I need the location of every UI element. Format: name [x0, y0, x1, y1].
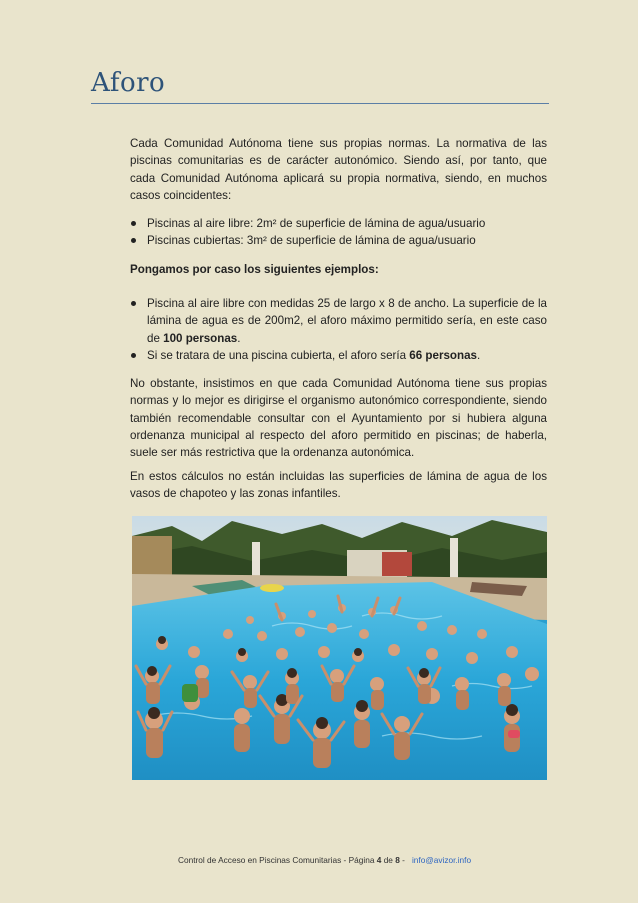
list-item — [130, 215, 547, 232]
footer-email-link[interactable]: info@avizor.info — [411, 855, 472, 865]
example-1-end: . — [237, 331, 241, 345]
rule-indoor: Piscinas cubiertas: 3m² de superficie de lámina de agua/usuario — [147, 234, 476, 248]
example-1-text: Piscina al aire libre con medidas 25 de largo x 8 de ancho. La superficie de la lámina de agua es de 200m2, el aforo máximo permitido sería, en este caso de — [147, 297, 547, 345]
pool-aquagym-photo — [132, 516, 547, 780]
bullet-icon — [131, 221, 136, 226]
footer-separator: - — [399, 855, 405, 865]
title-underline — [91, 103, 549, 104]
bullet-icon — [131, 353, 136, 358]
list-item — [130, 295, 547, 347]
example-2-end: . — [476, 348, 481, 362]
examples-list — [130, 295, 547, 364]
bullet-icon — [131, 301, 136, 306]
capacity-rules-list — [130, 215, 547, 250]
example-2-result: 66 personas — [409, 348, 477, 362]
exclusions-paragraph: En estos cálculos no están incluidas las superficies de lámina de agua de los vasos de chapoteo y las zonas infantiles. — [130, 470, 547, 501]
example-1-result: 100 personas — [163, 331, 238, 345]
pool-photo-illustration — [132, 516, 547, 780]
recommendation-paragraph: No obstante, insistimos en que cada Comunidad Autónoma tiene sus propias normas y lo mejor es dirigirse el organismo autonómico correspondiente, siendo también recomendable consultar con el Ayuntamiento por si hubiera alguna ordenanza municipal al respecto del aforo permitido en piscinas; de haberla, suele ser más restrictiva que la ordenanza autonómica. — [130, 377, 547, 460]
example-2-text: Si se tratara de una piscina cubierta, el aforo sería — [147, 348, 410, 362]
list-item — [130, 232, 547, 249]
footer-of: de — [381, 855, 396, 865]
examples-heading: Pongamos por caso los siguientes ejemplos: — [130, 263, 379, 276]
page-footer — [178, 855, 471, 865]
footer-title: Control de Acceso en Piscinas Comunitarias - Página — [178, 855, 377, 865]
footer-page-number: 4 — [376, 855, 382, 865]
intro-paragraph: Cada Comunidad Autónoma tiene sus propias normas. La normativa de las piscinas comunitarias es de carácter autonómico. Siendo así, por tanto, que cada Comunidad Autónoma aplicará su propia normativa, siendo, en muchos casos coincidentes: — [130, 137, 547, 202]
footer-page-total: 8 — [395, 855, 400, 865]
rule-outdoor: Piscinas al aire libre: 2m² de superficie de lámina de agua/usuario — [147, 217, 486, 230]
bullet-icon — [131, 238, 136, 243]
list-item — [130, 347, 547, 364]
section-title: Aforo — [91, 68, 166, 98]
